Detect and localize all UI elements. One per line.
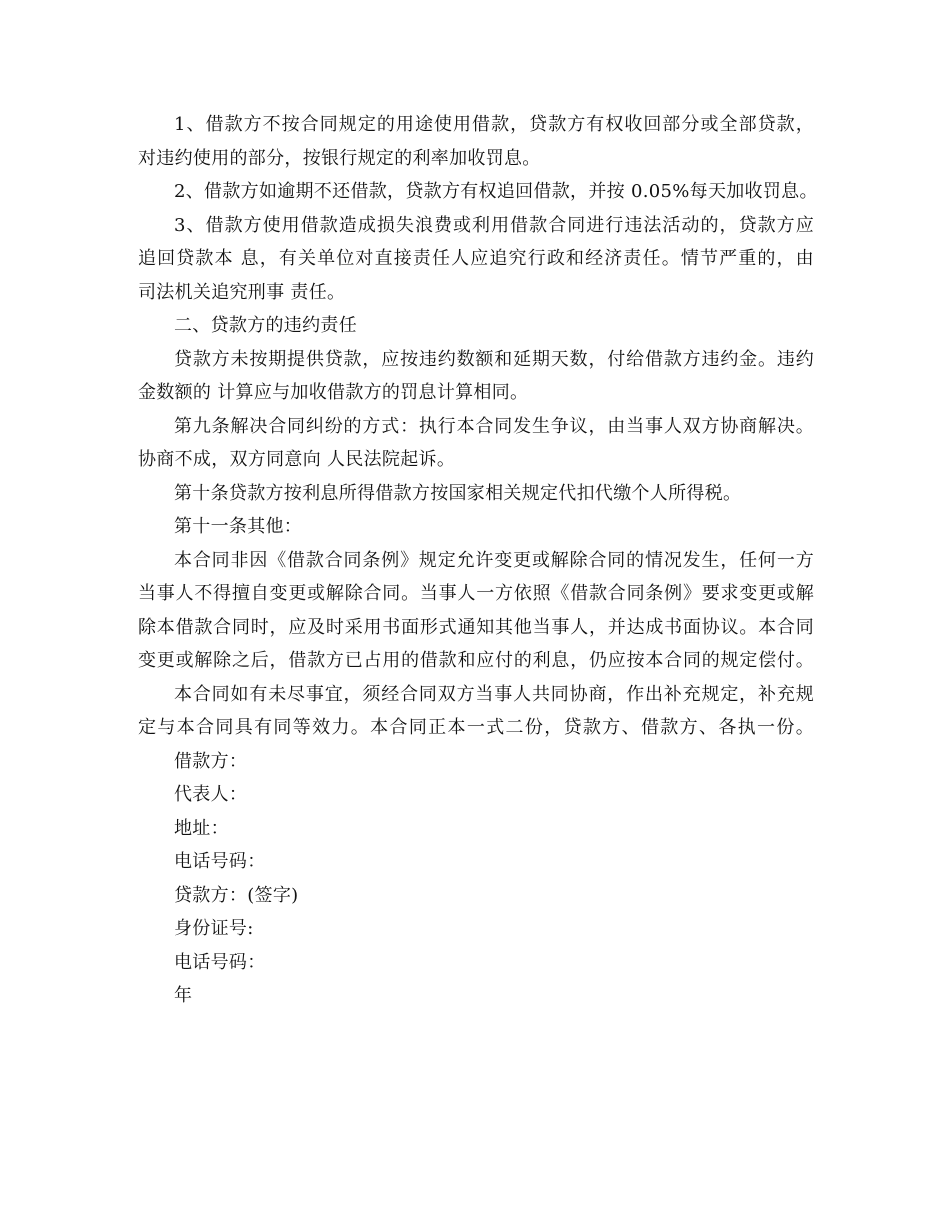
document-line: 本合同如有未尽事宜，须经合同双方当事人共同协商，作出补充规定，补充规: [174, 683, 814, 705]
document-line: 第十条贷款方按利息所得借款方按国家相关规定代扣代缴个人所得税。: [174, 482, 742, 504]
document-line: 地址：: [174, 817, 229, 839]
document-line: 对违约使用的部分，按银行规定的利率加收罚息。: [138, 147, 541, 169]
document-line: 协商不成，双方同意向 人民法院起诉。: [138, 449, 456, 470]
document-line: 本合同非因《借款合同条例》规定允许变更或解除合同的情况发生，任何一方: [174, 549, 814, 571]
document-line: 年: [174, 985, 193, 1006]
document-line: 2、借款方如逾期不还借款，贷款方有权追回借款，并按 0.05%每天加收罚息。: [174, 181, 818, 202]
document-line: 第九条解决合同纠纷的方式：执行本合同发生争议，由当事人双方协商解决。: [174, 415, 814, 437]
document-line: 代表人：: [174, 784, 248, 805]
document-line: 借款方：: [174, 750, 248, 772]
document-line: 电话号码：: [174, 851, 266, 872]
document-line: 追回贷款本 息，有关单位对直接责任人应追究行政和经济责任。情节严重的，由: [138, 248, 814, 269]
document-line: 贷款方未按期提供贷款，应按违约数额和延期天数，付给借款方违约金。违约: [174, 348, 814, 370]
document-line: 变更或解除之后，借款方已占用的借款和应付的利息，仍应按本合同的规定偿付。: [138, 650, 814, 671]
document-line: 贷款方：(签字): [174, 884, 299, 906]
document-line: 金数额的 计算应与加收借款方的罚息计算相同。: [138, 382, 529, 403]
document-page: [138, 113, 818, 1018]
document-line: 定与本合同具有同等效力。本合同正本一式二份，贷款方、借款方、各执一份。: [138, 717, 814, 738]
document-line: 电话号码：: [174, 951, 266, 973]
document-line: 除本借款合同时，应及时采用书面形式通知其他当事人，并达成书面协议。本合同: [138, 616, 814, 638]
document-line: 司法机关追究刑事 责任。: [138, 281, 346, 303]
document-line: 身份证号:: [174, 918, 254, 939]
document-line: 3、借款方使用借款造成损失浪费或利用借款合同进行违法活动的，贷款方应: [174, 214, 814, 236]
document-line: 第十一条其他：: [174, 516, 303, 537]
document-line: 1、借款方不按合同规定的用途使用借款，贷款方有权收回部分或全部贷款，: [174, 114, 814, 135]
document-line: 当事人不得擅自变更或解除合同。当事人一方依照《借款合同条例》要求变更或解: [138, 583, 814, 604]
document-line: 二、贷款方的违约责任: [174, 315, 357, 336]
